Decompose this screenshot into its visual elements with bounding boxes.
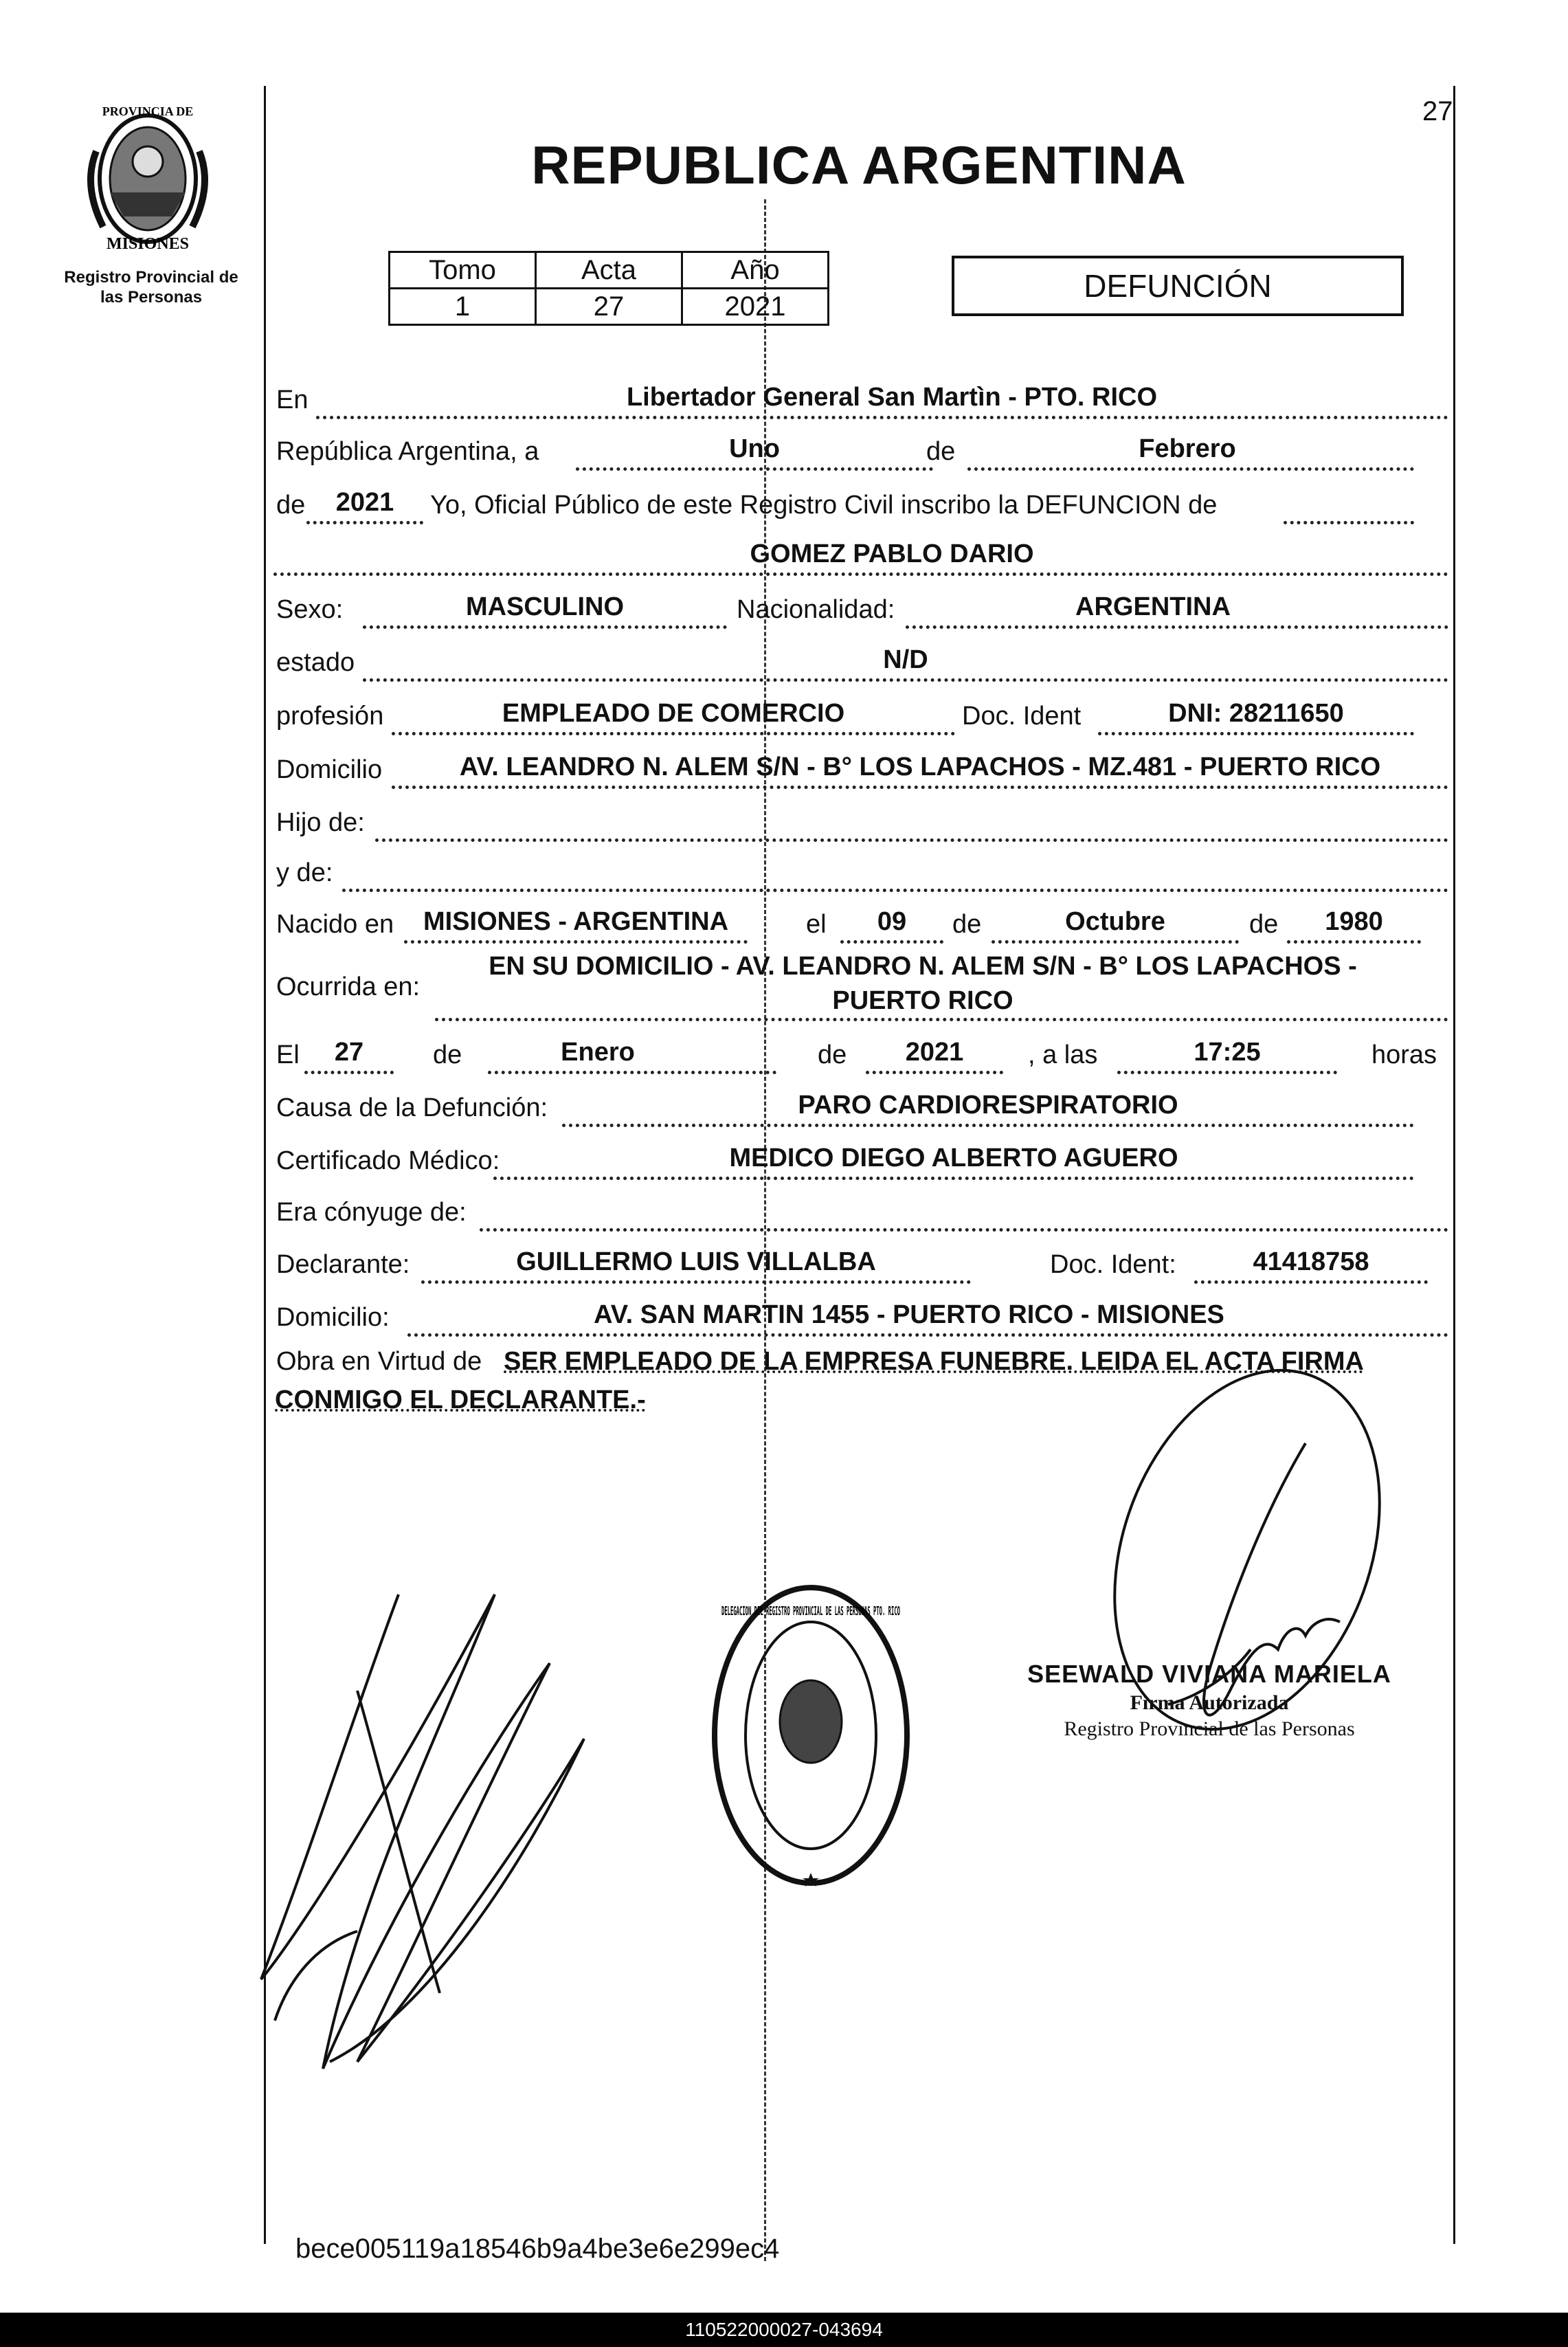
nationality-value: ARGENTINA	[1075, 592, 1231, 621]
page-number: 27	[1422, 96, 1453, 126]
day-value: Uno	[729, 434, 780, 463]
label-de: de	[276, 491, 306, 520]
birth-year-value: 1980	[1325, 907, 1383, 936]
marital-status-value: N/D	[883, 645, 928, 674]
label-republica: República Argentina, a	[276, 437, 539, 466]
birth-day-value: 09	[877, 907, 907, 936]
document-title: REPUBLICA ARGENTINA	[531, 135, 1187, 195]
declarant-doc-value: 41418758	[1253, 1247, 1369, 1276]
authority-role: Firma Autorizada	[1130, 1691, 1289, 1714]
document-hash: bece005119a18546b9a4be3e6e299ec4	[295, 2234, 780, 2264]
label-conyuge: Era cónyuge de:	[276, 1198, 467, 1227]
stamp-text: DELEGACION DEL REGISTRO PROVINCIAL DE LAS PERSONAS PTO. RICO	[721, 1604, 901, 1619]
label-horas: horas	[1371, 1041, 1437, 1069]
declaration-text: Yo, Oficial Público de este Registro Civil inscribo la DEFUNCION de	[430, 491, 1218, 520]
label-y-de: y de:	[276, 858, 333, 887]
record-table-header: Año	[682, 252, 829, 289]
label-sexo: Sexo:	[276, 595, 344, 624]
logo-caption-line2: las Personas	[100, 287, 203, 307]
label-estado: estado	[276, 648, 355, 677]
year-value: 2021	[335, 488, 394, 517]
label-de: de	[952, 910, 982, 939]
death-month-value: Enero	[561, 1038, 635, 1067]
reason-line2: CONMIGO EL DECLARANTE.-	[275, 1386, 646, 1414]
logo-caption-line1: Registro Provincial de	[64, 268, 238, 287]
declarant-signature	[261, 1594, 584, 2069]
reason-line1: SER EMPLEADO DE LA EMPRESA FUNEBRE. LEIDA EL ACTA FIRMA	[504, 1347, 1364, 1376]
authority-block	[1017, 1660, 1402, 1741]
death-year-value: 2021	[905, 1038, 964, 1067]
declarant-address-value: AV. SAN MARTIN 1455 - PUERTO RICO - MISIONES	[594, 1300, 1224, 1329]
record-type-box: DEFUNCIÓN	[952, 256, 1404, 316]
label-de: de	[433, 1041, 462, 1069]
birth-month-value: Octubre	[1065, 907, 1165, 936]
address-value: AV. LEANDRO N. ALEM S/N - B° LOS LAPACHOS - MZ.481 - PUERTO RICO	[459, 753, 1381, 781]
doc-ident-value: DNI: 28211650	[1168, 699, 1344, 728]
footer-id-bar: 110522000027-043694	[0, 2313, 1568, 2347]
label-declarante: Declarante:	[276, 1250, 410, 1279]
month-value: Febrero	[1139, 434, 1236, 463]
label-ocurrida-en: Ocurrida en:	[276, 972, 421, 1001]
authority-org: Registro Provincial de las Personas	[1064, 1717, 1355, 1740]
label-hijo-de: Hijo de:	[276, 808, 365, 837]
birth-place-value: MISIONES - ARGENTINA	[423, 907, 729, 936]
label-de: de	[818, 1041, 847, 1069]
authority-name: SEEWALD VIVIANA MARIELA	[1027, 1660, 1391, 1688]
label-doc-ident: Doc. Ident	[962, 702, 1082, 731]
label-obra-en-virtud: Obra en Virtud de	[276, 1347, 482, 1376]
deceased-name: GOMEZ PABLO DARIO	[750, 540, 1034, 568]
official-stamp	[708, 1577, 914, 1900]
label-de: de	[1249, 910, 1279, 939]
label-nacido-en: Nacido en	[276, 910, 394, 939]
label-de: de	[926, 437, 956, 466]
death-time-value: 17:25	[1194, 1038, 1261, 1067]
label-causa: Causa de la Defunción:	[276, 1093, 548, 1122]
place-of-death-line1: EN SU DOMICILIO - AV. LEANDRO N. ALEM S/N - B° LOS LAPACHOS -	[489, 952, 1357, 981]
place-of-death-line2: PUERTO RICO	[832, 986, 1013, 1015]
declarant-value: GUILLERMO LUIS VILLALBA	[516, 1247, 876, 1276]
cause-value: PARO CARDIORESPIRATORIO	[798, 1091, 1178, 1120]
sex-value: MASCULINO	[465, 592, 625, 621]
certificate-value: MEDICO DIEGO ALBERTO AGUERO	[729, 1144, 1178, 1172]
record-table-cell: 27	[536, 289, 682, 325]
logo-text-top: PROVINCIA DE	[102, 104, 194, 118]
death-day-value: 27	[334, 1038, 364, 1067]
label-nacionalidad: Nacionalidad:	[737, 595, 895, 624]
label-en: En	[276, 386, 309, 414]
place-value: Libertador General San Martìn - PTO. RICO	[626, 383, 1158, 412]
label-el: El	[276, 1041, 300, 1069]
record-table-cell: 1	[390, 289, 536, 325]
record-table-header: Tomo	[390, 252, 536, 289]
label-domicilio: Domicilio:	[276, 1303, 390, 1332]
label-a-las: , a las	[1028, 1041, 1098, 1069]
record-table-header: Acta	[536, 252, 682, 289]
label-certificado: Certificado Médico:	[276, 1146, 500, 1175]
logo-text-bottom: MISIONES	[106, 235, 190, 253]
label-profesion: profesión	[276, 702, 384, 731]
label-el: el	[806, 910, 827, 939]
label-doc-ident: Doc. Ident:	[1050, 1250, 1176, 1279]
label-domicilio: Domicilio	[276, 755, 383, 784]
record-table-cell: 2021	[682, 289, 829, 325]
profession-value: EMPLEADO DE COMERCIO	[502, 699, 845, 728]
